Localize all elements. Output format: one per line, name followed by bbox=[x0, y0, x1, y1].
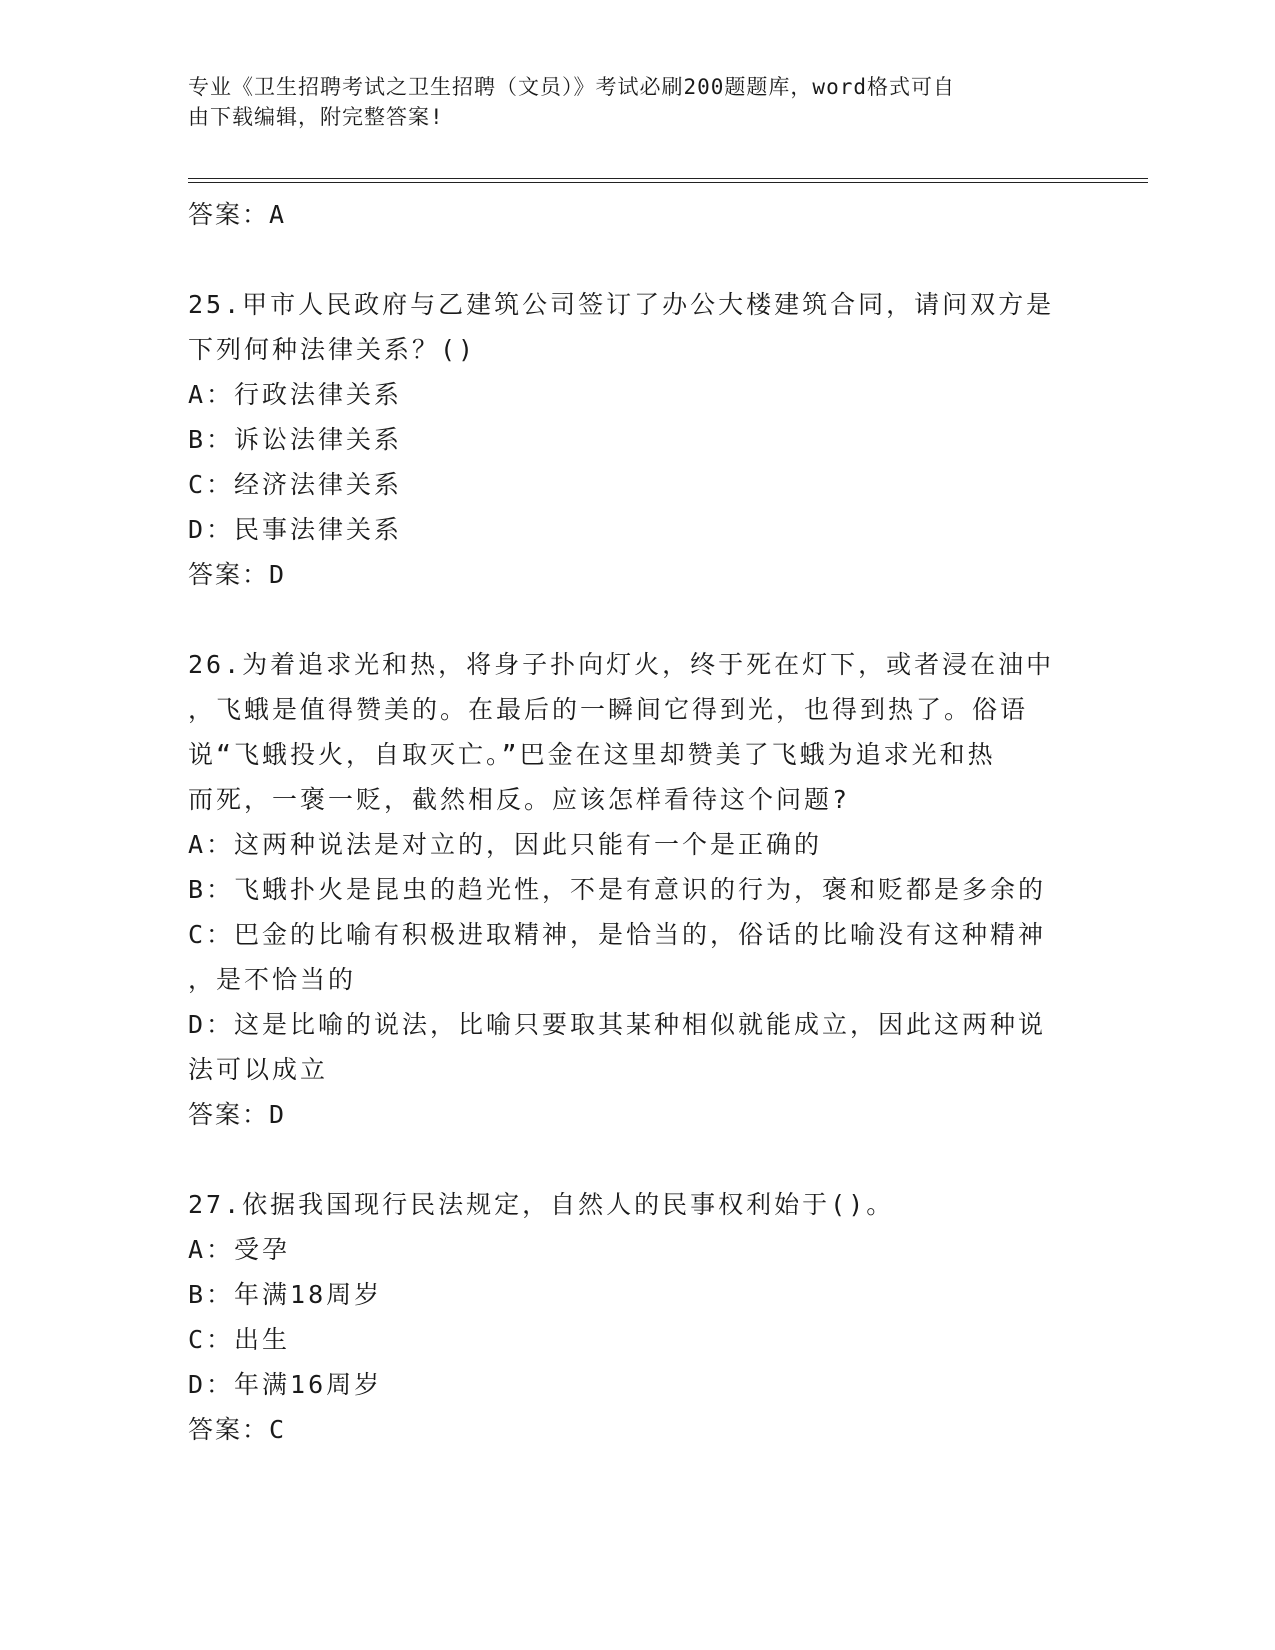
option-b: B：诉讼法律关系 bbox=[188, 425, 403, 454]
option-a: A：这两种说法是对立的，因此只能有一个是正确的 bbox=[188, 830, 823, 859]
option-c: C：经济法律关系 bbox=[188, 470, 403, 499]
question-stem-line: 下列何种法律关系？() bbox=[188, 335, 477, 364]
option-d: D：民事法律关系 bbox=[188, 515, 403, 544]
option-d: D：年满16周岁 bbox=[188, 1370, 383, 1399]
spacer bbox=[188, 597, 1068, 642]
document-header bbox=[188, 72, 1068, 132]
answer: 答案：D bbox=[188, 1100, 287, 1129]
question-stem-line: 27.依据我国现行民法规定，自然人的民事权利始于()。 bbox=[188, 1190, 895, 1219]
header-line-2: 由下载编辑，附完整答案! bbox=[188, 105, 444, 129]
question-stem-line: 说“飞蛾投火，自取灭亡。”巴金在这里却赞美了飞蛾为追求光和热 bbox=[188, 740, 996, 769]
header-rule-top bbox=[188, 178, 1148, 179]
option-a: A：行政法律关系 bbox=[188, 380, 403, 409]
option-a: A：受孕 bbox=[188, 1235, 291, 1264]
option-d: D：这是比喻的说法，比喻只要取其某种相似就能成立，因此这两种说 bbox=[188, 1010, 1047, 1039]
spacer bbox=[188, 1137, 1068, 1182]
answer: 答案：D bbox=[188, 560, 287, 589]
question-stem-line: 25.甲市人民政府与乙建筑公司签订了办公大楼建筑合同，请问双方是 bbox=[188, 290, 1055, 319]
option-c-continued: ，是不恰当的 bbox=[188, 965, 357, 994]
question-stem-line: 26.为着追求光和热，将身子扑向灯火，终于死在灯下，或者浸在油中 bbox=[188, 650, 1055, 679]
question-stem-line: 而死，一褒一贬，截然相反。应该怎样看待这个问题? bbox=[188, 785, 851, 814]
question-26 bbox=[188, 642, 1068, 1137]
spacer bbox=[188, 237, 1068, 282]
answer: 答案：C bbox=[188, 1415, 287, 1444]
option-c: C：巴金的比喻有积极进取精神，是恰当的，俗话的比喻没有这种精神 bbox=[188, 920, 1047, 949]
header-line-1: 专业《卫生招聘考试之卫生招聘（文员）》考试必刷200题题库，word格式可自 bbox=[188, 75, 955, 99]
question-stem-line: ，飞蛾是值得赞美的。在最后的一瞬间它得到光，也得到热了。俗语 bbox=[188, 695, 1029, 724]
header-rule-bottom bbox=[188, 182, 1148, 183]
option-b: B：飞蛾扑火是昆虫的趋光性，不是有意识的行为，褒和贬都是多余的 bbox=[188, 875, 1047, 904]
option-b: B：年满18周岁 bbox=[188, 1280, 383, 1309]
option-d-continued: 法可以成立 bbox=[188, 1055, 329, 1084]
document-body bbox=[188, 192, 1068, 1452]
question-27 bbox=[188, 1182, 1068, 1452]
question-25 bbox=[188, 282, 1068, 597]
previous-answer: 答案：A bbox=[188, 200, 287, 229]
option-c: C：出生 bbox=[188, 1325, 291, 1354]
